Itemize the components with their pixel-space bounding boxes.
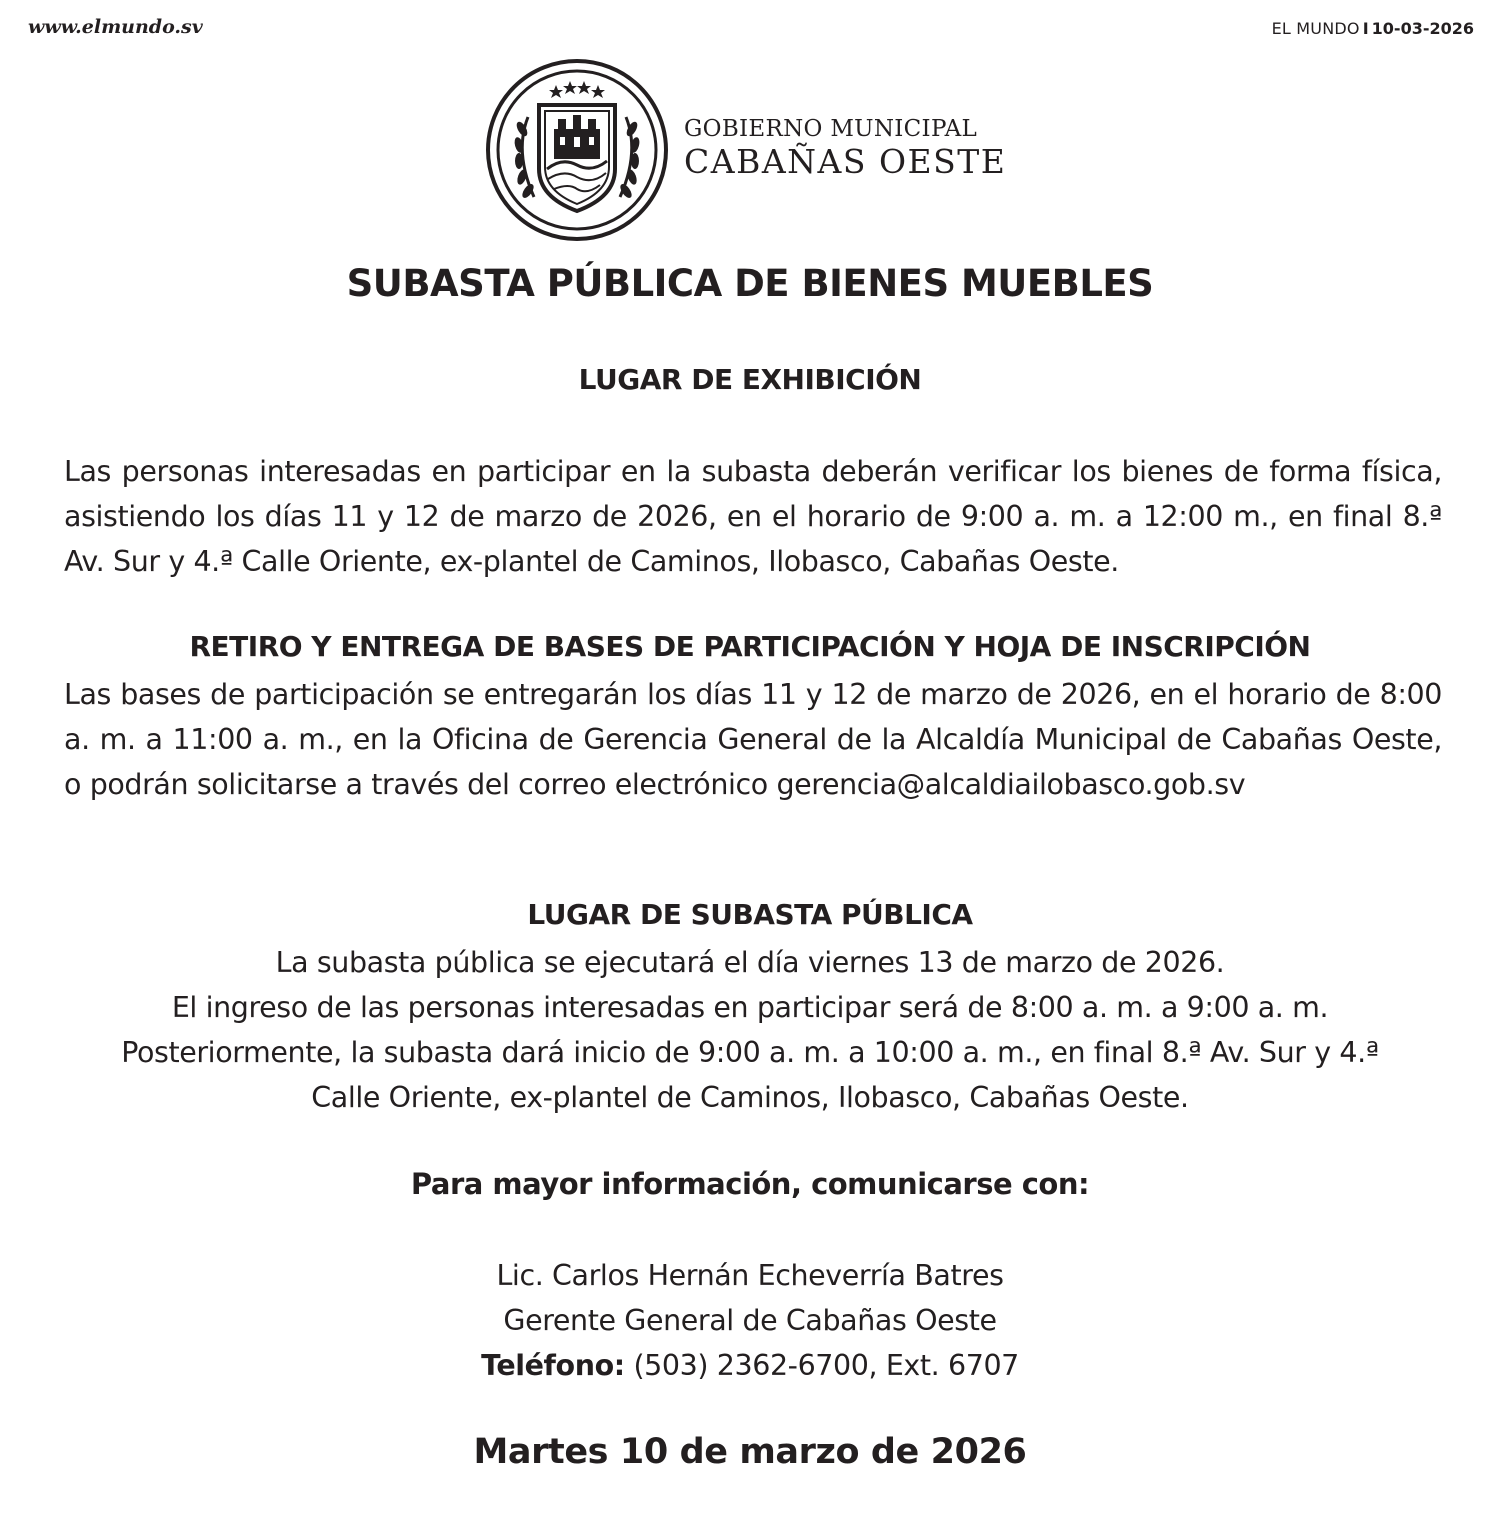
publication-date: Martes 10 de marzo de 2026 bbox=[473, 1432, 1027, 1472]
logo-wordmark bbox=[684, 115, 1006, 181]
newspaper-name: EL MUNDO bbox=[1271, 19, 1360, 38]
municipal-seal-icon bbox=[484, 57, 674, 247]
subasta-line-3: Posteriormente, la subasta dará inicio de 9:00 a. m. a 10:00 a. m., en final 8.ª Av. Sur y 4.ª bbox=[121, 1036, 1379, 1069]
logo-line-municipio: CABAÑAS OESTE bbox=[684, 142, 1007, 181]
phone-label: Teléfono: bbox=[481, 1349, 625, 1382]
subasta-line-4: Calle Oriente, ex-plantel de Caminos, Ilobasco, Cabañas Oeste. bbox=[311, 1081, 1189, 1114]
subasta-line-2: El ingreso de las personas interesadas en participar será de 8:00 a. m. a 9:00 a. m. bbox=[171, 991, 1329, 1024]
subasta-line-1: La subasta pública se ejecutará el día viernes 13 de marzo de 2026. bbox=[275, 946, 1225, 979]
edition-date: 10-03-2026 bbox=[1371, 19, 1474, 38]
contact-name: Lic. Carlos Hernán Echeverría Batres bbox=[496, 1259, 1004, 1292]
heading-bases: RETIRO Y ENTREGA DE BASES DE PARTICIPACIÓN Y HOJA DE INSCRIPCIÓN bbox=[189, 630, 1311, 663]
notice-title: SUBASTA PÚBLICA DE BIENES MUEBLES bbox=[346, 262, 1154, 305]
edition-info bbox=[1272, 19, 1474, 38]
website-url: www.elmundo.sv bbox=[28, 16, 203, 38]
paragraph-bases: Las bases de participación se entregarán los días 11 y 12 de marzo de 2026, en el horario de 8:00 a. m. a 11:00 a. m., en la Oficina de Gerencia General de la Alcaldía Municipal de Cabañas Oeste, o podrán solicitarse a través del correo electrónico gerencia@alcaldiailobasco.gob.sv bbox=[64, 678, 1442, 801]
contact-block bbox=[0, 1253, 1500, 1388]
phone-value: (503) 2362-6700, Ext. 6707 bbox=[624, 1349, 1019, 1382]
logo-line-gobierno: GOBIERNO MUNICIPAL bbox=[684, 116, 978, 142]
paragraph-subasta bbox=[60, 940, 1440, 1120]
header-separator: I bbox=[1362, 19, 1369, 38]
heading-subasta: LUGAR DE SUBASTA PÚBLICA bbox=[527, 898, 973, 931]
paragraph-exhibicion: Las personas interesadas en participar en la subasta deberán verificar los bienes de forma física, asistiendo los días 11 y 12 de marzo de 2026, en el horario de 9:00 a. m. a 12:00 m., en final 8.ª Av. Sur y 4.ª Calle Oriente, ex-plantel de Caminos, Ilobasco, Cabañas Oeste. bbox=[64, 455, 1442, 578]
contact-phone bbox=[0, 1343, 1500, 1388]
municipal-logo bbox=[484, 57, 1024, 247]
heading-contact: Para mayor información, comunicarse con: bbox=[410, 1167, 1090, 1201]
heading-exhibicion: LUGAR DE EXHIBICIÓN bbox=[578, 363, 922, 396]
contact-role: Gerente General de Cabañas Oeste bbox=[503, 1304, 997, 1337]
